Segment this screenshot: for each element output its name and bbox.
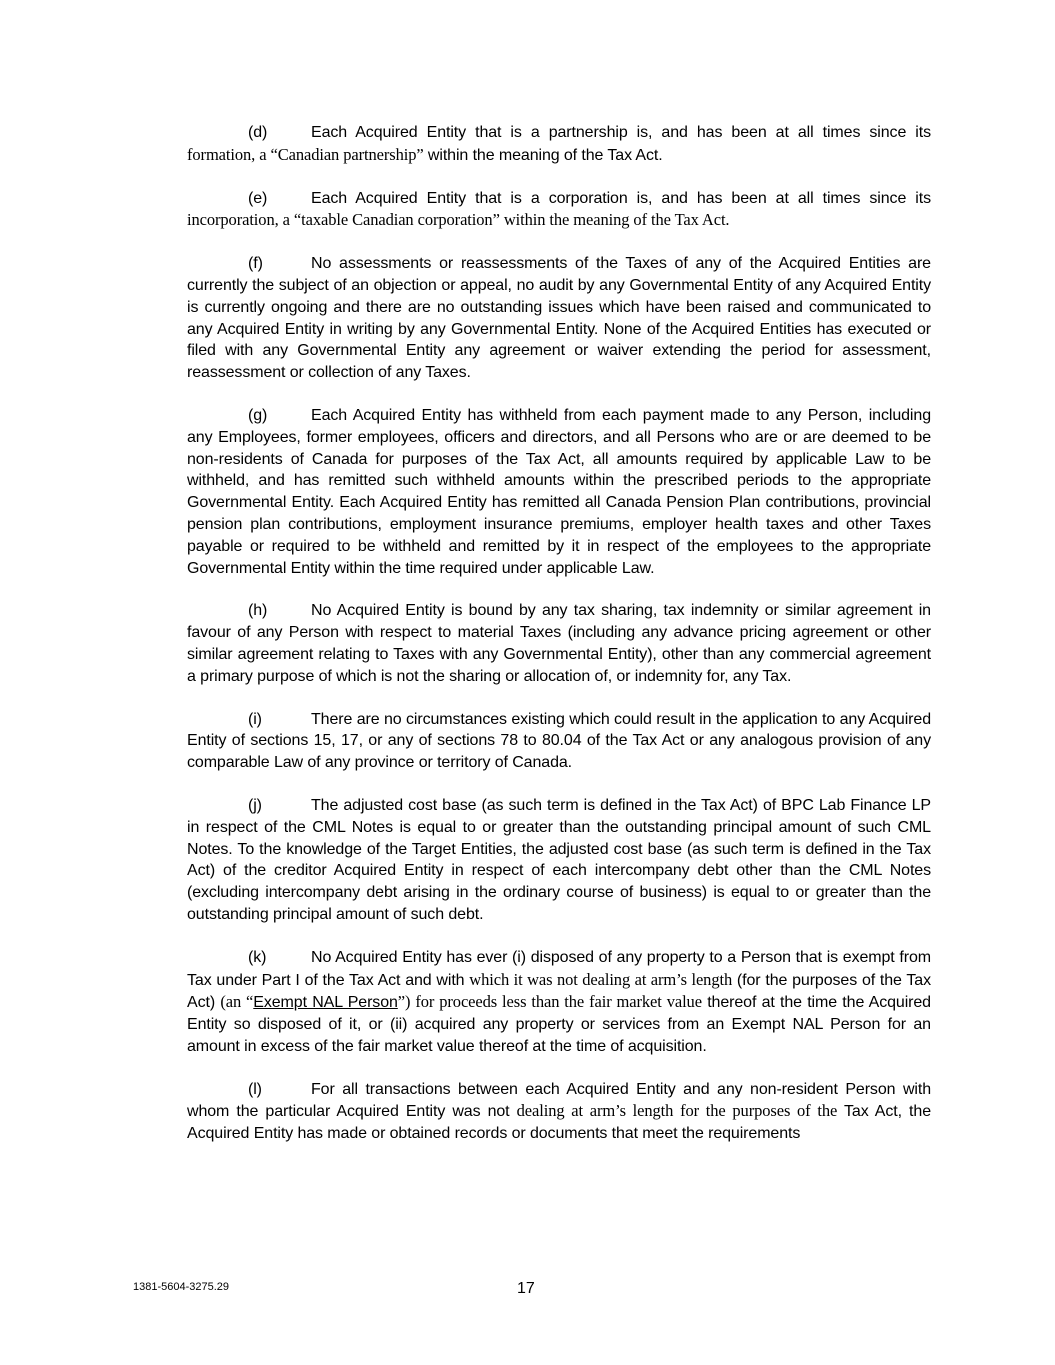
- paragraph-marker: (j): [248, 796, 262, 814]
- paragraph-text: within the meaning of the Tax Act.: [423, 146, 663, 164]
- paragraph-h: [187, 600, 931, 687]
- paragraph-e: [187, 188, 931, 233]
- paragraph-d: [187, 122, 931, 167]
- paragraph-text: thereof at the time the Acquired Entity so disposed of it, or (ii) acquired any property or services from an Exempt NAL Person for an amount in excess of the fair market value thereof at the time of acquisition.: [187, 994, 931, 1055]
- paragraph-text: Each Acquired Entity has withheld from each payment made to any Person, including any Employees, former employees, officers and directors, and all Persons who are or are deemed to be non-residents of Canada for purposes of the Tax Act, all amounts required by applicable Law to be withheld, and has remitted such withheld amounts within the prescribed periods to the appropriate Governmental Entity. Each Acquired Entity has remitted all Canada Pension Plan contributions, provincial pension plan contributions, employment insurance premiums, employer health taxes and other Taxes payable or required to be withheld and remitted by it in respect of the employees to the appropriate Governmental Entity within the time required under applicable Law.: [187, 406, 931, 577]
- paragraph-marker: (h): [248, 602, 268, 620]
- paragraph-text: There are no circumstances existing which could result in the application to any Acquired Entity of sections 15, 17, or any of sections 78 to 80.04 of the Tax Act or any analogous provision of any comparable Law of any province or territory of Canada.: [187, 710, 931, 772]
- paragraph-j: [187, 795, 931, 926]
- paragraph-marker: (k): [248, 948, 267, 966]
- paragraph-text: For all transactions between each Acquired Entity and any non-resident Person with whom the particular Acquired Entity was not: [187, 1080, 931, 1121]
- paragraph-text: Each Acquired Entity that is a partnership is, and has been at all times since its: [311, 124, 931, 141]
- paragraph-text-serif: formation, a “Canadian partnership”: [187, 144, 424, 164]
- paragraph-text: Each Acquired Entity that is a corporation is, and has been at all times since its: [311, 189, 931, 207]
- paragraph-marker: (i): [248, 710, 262, 728]
- paragraph-i: [187, 709, 931, 774]
- paragraph-text-serif: (an “: [220, 992, 254, 1012]
- paragraph-marker: (l): [248, 1080, 262, 1098]
- paragraph-text-serif: incorporation, a “taxable Canadian corporation” within the meaning of the Tax Act.: [187, 210, 730, 230]
- paragraph-marker: (f): [248, 255, 263, 273]
- defined-term: Exempt NAL Person: [253, 994, 398, 1012]
- document-id: 1381-5604-3275.29: [133, 1281, 230, 1293]
- paragraph-text: The adjusted cost base (as such term is defined in the Tax Act) of BPC Lab Finance LP in respect of the CML Notes is equal to or greater than the outstanding principal amount of such CML Notes. To the knowledge of the Target Entities, the adjusted cost base (as such term is defined in the Tax Act) of the creditor Acquired Entity in respect of each intercompany debt other than the CML Notes (excluding intercompany debt arising in the ordinary course of business) is equal to or greater than the outstanding principal amount of such debt.: [187, 796, 931, 923]
- paragraph-k: [187, 947, 931, 1058]
- paragraph-text: (for the purposes of the Tax Act): [187, 971, 931, 1012]
- page-number: 17: [517, 1280, 535, 1297]
- paragraph-marker: (e): [248, 189, 268, 207]
- paragraph-l: [187, 1079, 931, 1145]
- paragraph-text: Tax Act, the Acquired Entity has made or obtained records or documents that meet the requirements: [187, 1103, 931, 1143]
- paragraph-text-serif: dealing at arm’s length for the purposes of the: [516, 1101, 838, 1121]
- document-body: [187, 122, 931, 1166]
- paragraph-text: No assessments or reassessments of the Taxes of any of the Acquired Entities are currently the subject of an objection or appeal, no audit by any Governmental Entity of any Acquired Entity is currently ongoing and there are no outstanding issues which have been raised and communicated to any Acquired Entity in writing by any Governmental Entity. None of the Acquired Entities has executed or filed with any Governmental Entity any agreement or waiver extending the period for assessment, reassessment or collection of any Taxes.: [187, 255, 931, 382]
- paragraph-text-serif: ”) for proceeds less than the fair market value: [397, 992, 702, 1012]
- paragraph-text: No Acquired Entity has ever (i) disposed of any property to a Person that is exempt from Tax under Part I of the Tax Act and with: [187, 948, 931, 989]
- paragraph-text: No Acquired Entity is bound by any tax sharing, tax indemnity or similar agreement in favour of any Person with respect to material Taxes (including any advance pricing agreement or other similar agreement relating to Taxes with any Governmental Entity), other than any commercial agreement a primary purpose of which is not the sharing or allocation of, or indemnity for, any Tax.: [187, 602, 931, 685]
- paragraph-f: [187, 253, 931, 384]
- paragraph-marker: (d): [248, 124, 268, 141]
- paragraph-text-serif: which it was not dealing at arm’s length: [469, 969, 733, 989]
- paragraph-g: [187, 405, 931, 579]
- paragraph-marker: (g): [248, 406, 268, 424]
